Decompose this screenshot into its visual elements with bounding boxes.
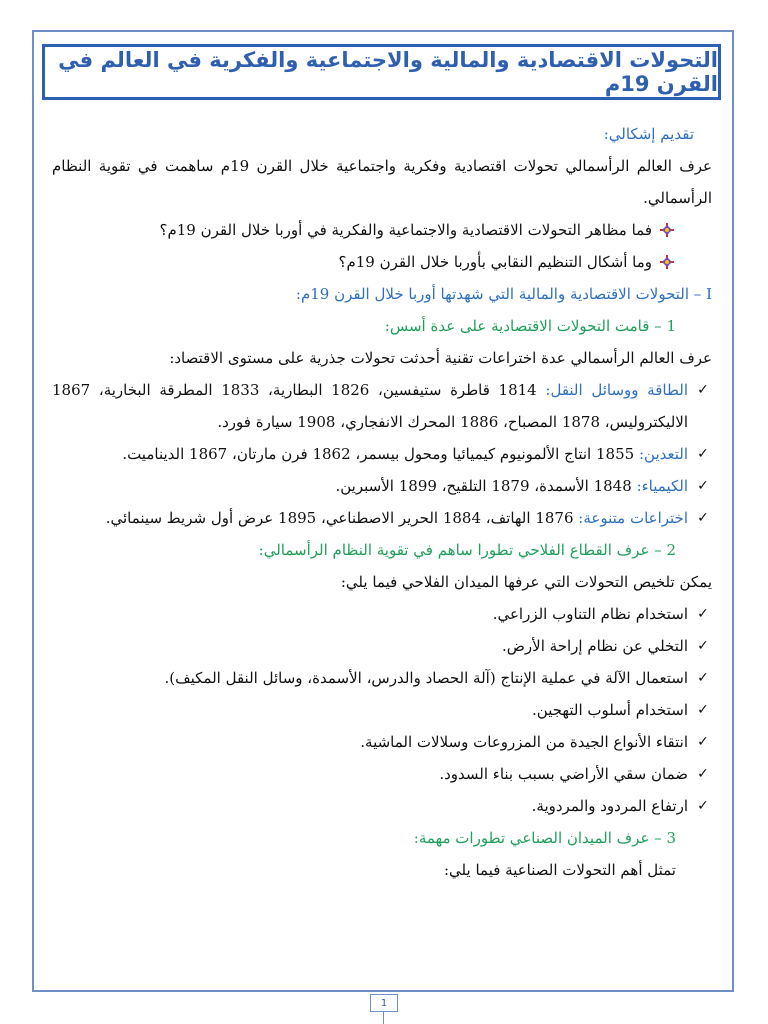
checkmark-icon: ✓	[697, 446, 709, 462]
list-item-text: ارتفاع المردود والمردوية.	[531, 797, 688, 815]
question-text: وما أشكال التنظيم النقابي بأوربا خلال القرن 19م؟	[338, 253, 652, 271]
item-label: اختراعات متنوعة:	[578, 509, 688, 527]
checkmark-icon: ✓	[697, 382, 709, 398]
list-item-text: انتقاء الأنواع الجيدة من المزروعات وسلالات الماشية.	[360, 733, 688, 751]
list-item	[52, 630, 712, 662]
checkmark-icon: ✓	[697, 734, 709, 750]
page-number: 1	[370, 994, 398, 1012]
checkmark-icon: ✓	[697, 638, 709, 654]
list-item-text: ضمان سقي الأراضي بسبب بناء السدود.	[439, 765, 688, 783]
section-heading: I – التحولات الاقتصادية والمالية التي شهدتها أوربا خلال القرن 19م:	[295, 285, 712, 303]
document-body	[52, 118, 712, 886]
item-text: 1855 انتاج الألمونيوم كيميائيا ومحول بيسمر، 1862 فرن مارتان، 1867 الديناميت.	[122, 445, 639, 463]
item-label: الطاقة ووسائل النقل:	[545, 381, 688, 399]
list-item	[52, 790, 712, 822]
item-label: الكيمياء:	[636, 477, 688, 495]
subsection-intro: عرف العالم الرأسمالي عدة اختراعات تقنية أحدثت تحولات جذرية على مستوى الاقتصاد:	[169, 349, 712, 367]
checkmark-icon: ✓	[697, 670, 709, 686]
intro-paragraph: عرف العالم الرأسمالي تحولات اقتصادية وفكرية واجتماعية خلال القرن 19م ساهمت في تقوية النظام الرأسمالي.	[52, 157, 713, 207]
ornament-icon	[658, 214, 676, 246]
list-item	[52, 374, 712, 438]
subsection-intro: تمثل أهم التحولات الصناعية فيما يلي:	[443, 861, 676, 879]
title-box	[42, 44, 721, 100]
checkmark-icon: ✓	[697, 606, 709, 622]
checkmark-icon: ✓	[697, 766, 709, 782]
page-title: التحولات الاقتصادية والمالية والاجتماعية والفكرية في العالم في القرن 19م	[58, 48, 718, 96]
subsection-heading: 1 – قامت التحولات الاقتصادية على عدة أسس:	[384, 317, 676, 335]
subsection-heading: 3 – عرف الميدان الصناعي تطورات مهمة:	[413, 829, 676, 847]
subsection-intro: يمكن تلخيص التحولات التي عرفها الميدان الفلاحي فيما يلي:	[340, 573, 712, 591]
question-item	[52, 214, 712, 246]
ornament-icon	[658, 246, 676, 278]
checkmark-icon: ✓	[697, 798, 709, 814]
question-text: فما مظاهر التحولات الاقتصادية والاجتماعية والفكرية في أوربا خلال القرن 19م؟	[159, 221, 652, 239]
item-text: 1848 الأسمدة، 1879 التلقيح، 1899 الأسبرين.	[335, 477, 637, 495]
list-item	[52, 470, 712, 502]
checkmark-icon: ✓	[697, 702, 709, 718]
intro-heading: تقديم إشكالي:	[603, 125, 694, 143]
list-item	[52, 502, 712, 534]
list-item-text: التخلي عن نظام إراحة الأرض.	[502, 637, 688, 655]
list-item	[52, 694, 712, 726]
checkmark-icon: ✓	[697, 510, 709, 526]
page-number-stem	[383, 1012, 384, 1024]
list-item-text: استخدام نظام التناوب الزراعي.	[492, 605, 688, 623]
item-text: 1876 الهاتف، 1884 الحرير الاصطناعي، 1895 عرض أول شريط سينمائي.	[105, 509, 579, 527]
checkmark-icon: ✓	[697, 478, 709, 494]
list-item	[52, 662, 712, 694]
list-item	[52, 598, 712, 630]
item-text: 1814 قاطرة ستيفسين، 1826 البطارية، 1833 المطرقة البخارية، 1867 الاليكتروليس، 1878 المصباح، 1886 المحرك الانفجاري، 1908 سيارة فورد.	[52, 381, 688, 431]
list-item	[52, 438, 712, 470]
list-item	[52, 726, 712, 758]
subsection-heading: 2 – عرف القطاع الفلاحي تطورا ساهم في تقوية النظام الرأسمالي:	[258, 541, 676, 559]
question-item	[52, 246, 712, 278]
list-item-text: استخدام أسلوب التهجين.	[532, 701, 688, 719]
list-item	[52, 758, 712, 790]
item-label: التعدين:	[638, 445, 688, 463]
list-item-text: استعمال الآلة في عملية الإنتاج (آلة الحصاد والدرس، الأسمدة، وسائل النقل المكيف).	[164, 669, 688, 687]
